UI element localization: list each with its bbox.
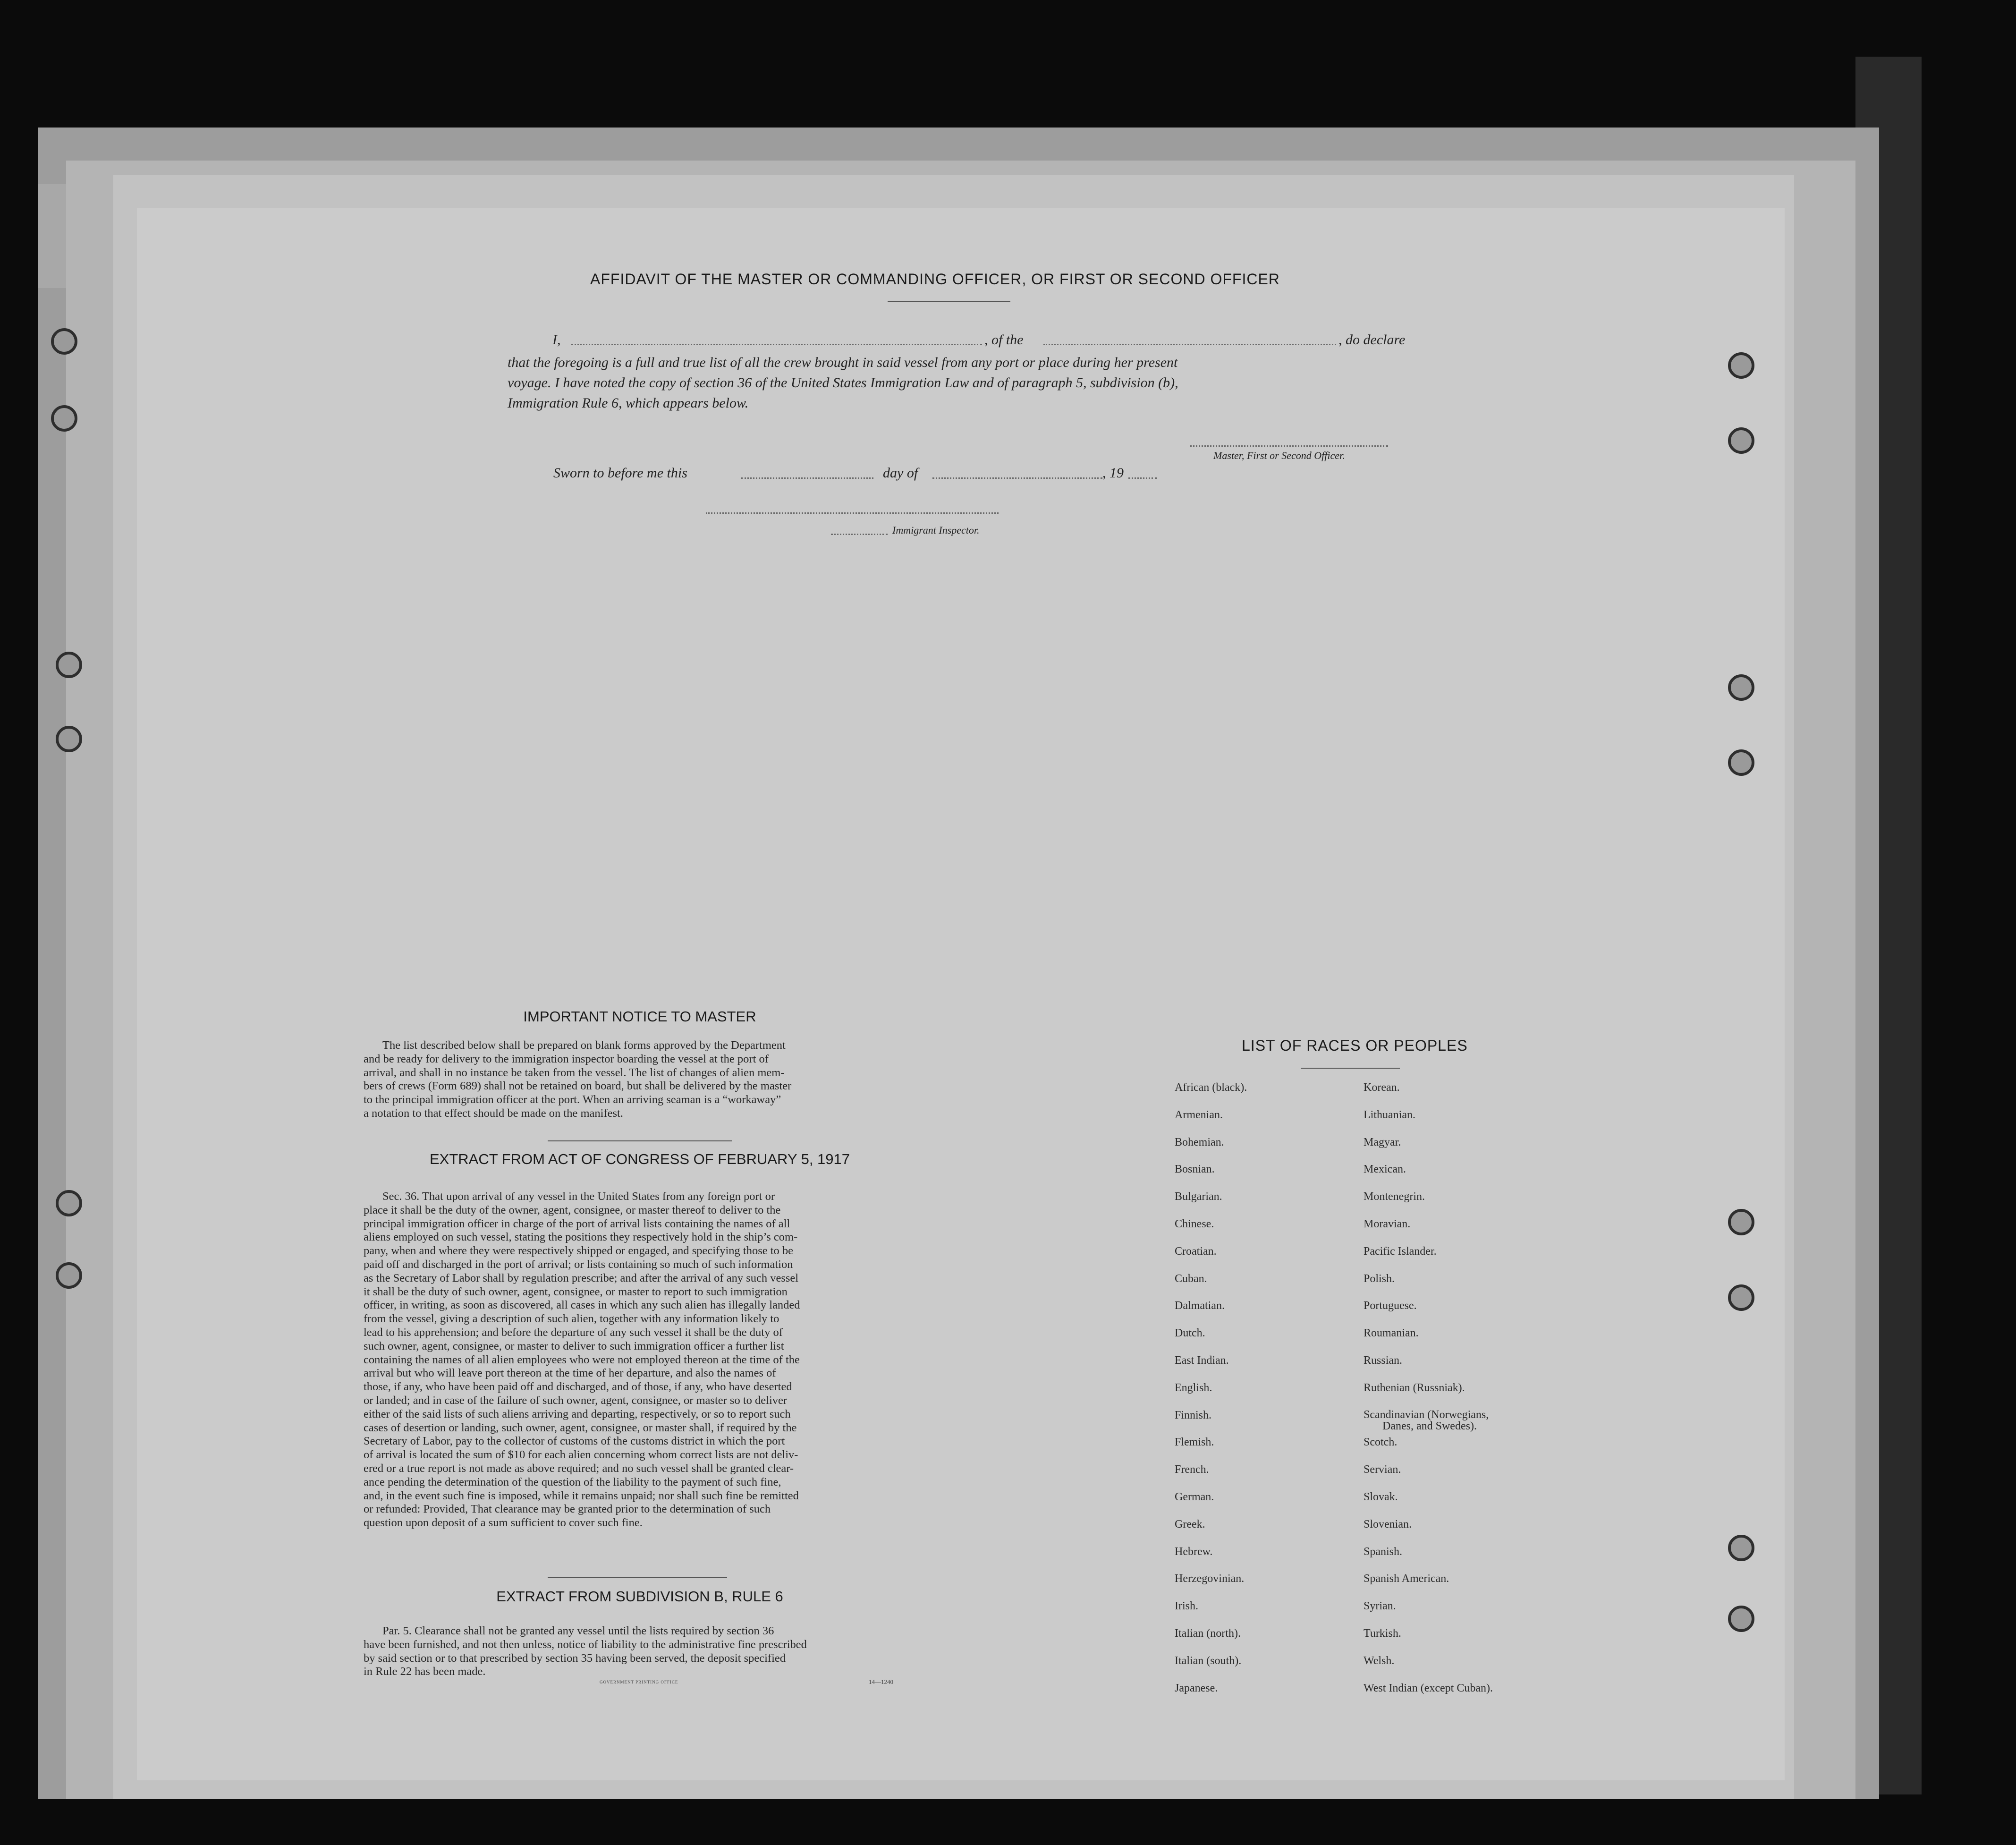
race-item: Servian. xyxy=(1364,1463,1401,1476)
race-item: Hebrew. xyxy=(1175,1545,1213,1558)
act-line: officer, in writing, as soon as discovered, all cases in which any such alien has illegally landed xyxy=(364,1299,800,1312)
race-item: Polish. xyxy=(1364,1272,1395,1285)
affidavit-body-line-2: that the foregoing is a full and true list of all the crew brought in said vessel from any port or place during her present xyxy=(508,355,1178,370)
act-line: ered or a true report is not made as above required; and no such vessel shall be granted clear- xyxy=(364,1462,794,1475)
race-item: Mexican. xyxy=(1364,1163,1406,1176)
race-item: Russian. xyxy=(1364,1354,1403,1367)
act-line: pany, when and where they were respectively shipped or engaged, and specifying those to be xyxy=(364,1244,794,1258)
race-item: Finnish. xyxy=(1175,1409,1212,1421)
race-item: West Indian (except Cuban). xyxy=(1364,1682,1493,1694)
notice-line: and be ready for delivery to the immigration inspector boarding the vessel at the port of xyxy=(364,1052,769,1065)
race-item: Bulgarian. xyxy=(1175,1190,1222,1203)
affidavit-of-the: , of the xyxy=(984,332,1024,348)
race-item: Lithuanian. xyxy=(1364,1108,1415,1121)
master-name-blank[interactable] xyxy=(571,344,982,345)
race-item: Spanish. xyxy=(1364,1545,1403,1558)
race-item: Magyar. xyxy=(1364,1136,1401,1148)
rule-body xyxy=(364,1624,916,1679)
act-line: place it shall be the duty of the owner, agent, consignee, or master thereof to deliver to the xyxy=(364,1203,781,1216)
inspector-name-blank[interactable] xyxy=(831,534,888,535)
sworn-year: , 19 xyxy=(1102,465,1124,481)
act-body xyxy=(364,1190,916,1530)
affidavit-i: I, xyxy=(552,332,561,348)
act-line: of arrival is located the sum of $10 for each alien concerning whom correct lists are not deliv- xyxy=(364,1448,798,1462)
race-item: Greek. xyxy=(1175,1518,1205,1530)
notice-title: IMPORTANT NOTICE TO MASTER xyxy=(523,1008,756,1025)
race-item: Dutch. xyxy=(1175,1327,1205,1340)
act-line: from the vessel, giving a description of such alien, together with any information likely to xyxy=(364,1312,779,1326)
sworn-day-blank[interactable] xyxy=(741,477,873,479)
act-line: principal immigration officer in charge of the port of arrival lists containing the names of all xyxy=(364,1217,790,1230)
race-item: Korean. xyxy=(1364,1081,1400,1094)
race-item: Bohemian. xyxy=(1175,1136,1224,1148)
binder-hole xyxy=(1728,1209,1754,1235)
title-rule xyxy=(888,301,1010,302)
binder-hole xyxy=(56,652,82,678)
sworn-day-of: day of xyxy=(883,465,918,481)
race-item: Italian (north). xyxy=(1175,1627,1241,1640)
rule-line: have been furnished, and not then unless, notice of liability to the administrative fine prescribed xyxy=(364,1638,807,1651)
act-line: aliens employed on such vessel, stating the positions they respectively hold in the ship’s com- xyxy=(364,1231,798,1244)
race-item: Portuguese. xyxy=(1364,1300,1417,1312)
act-line: and, in the event such fine is imposed, while it remains unpaid; nor shall such fine be remitted xyxy=(364,1489,799,1502)
act-line: paid off and discharged in the port of arrival; or lists containing so much of such information xyxy=(364,1258,793,1271)
race-item: Bosnian. xyxy=(1175,1163,1215,1176)
act-line: such owner, agent, consignee, or master to deliver to such immigration officer a further list xyxy=(364,1339,784,1352)
notice-line: bers of crews (Form 689) shall not be retained on board, but shall be delivered by the master xyxy=(364,1080,792,1093)
notice-line: arrival, and shall in no instance be taken from the vessel. The list of changes of alien mem- xyxy=(364,1066,785,1079)
notice-line: to the principal immigration officer at the port. When an arriving seaman is a “workaway” xyxy=(364,1093,781,1106)
act-line: arrival but who will leave port thereon at the time of her departure, and also the names of xyxy=(364,1367,776,1380)
binder-hole xyxy=(1728,749,1754,776)
race-item: Moravian. xyxy=(1364,1217,1411,1230)
act-line: either of the said lists of such aliens arriving and departing, respectively, or so to report such xyxy=(364,1407,791,1420)
sworn-year-blank[interactable] xyxy=(1128,477,1157,479)
race-item: Roumanian. xyxy=(1364,1327,1419,1340)
rule-line: by said section or to that prescribed by section 35 having been served, the deposit specified xyxy=(364,1651,786,1665)
vessel-name-blank[interactable] xyxy=(1043,344,1336,345)
race-item: Armenian. xyxy=(1175,1108,1223,1121)
act-line: or refunded: Provided, That clearance may be granted prior to the determination of such xyxy=(364,1503,771,1516)
binder-hole xyxy=(56,726,82,752)
act-line: question upon deposit of a sum sufficient to cover such fine. xyxy=(364,1516,643,1530)
binder-hole xyxy=(1728,427,1754,454)
races-right-column xyxy=(1364,1081,1493,1709)
race-item: English. xyxy=(1175,1381,1212,1394)
rule-title: EXTRACT FROM SUBDIVISION B, RULE 6 xyxy=(496,1588,783,1605)
affidavit-body-line-4: Immigration Rule 6, which appears below. xyxy=(508,395,749,411)
inspector-label: Immigrant Inspector. xyxy=(892,524,980,536)
act-line: those, if any, who have been paid off and discharged, and of those, if any, who have deserted xyxy=(364,1380,792,1394)
race-item: East Indian. xyxy=(1175,1354,1229,1367)
race-item: Montenegrin. xyxy=(1364,1190,1425,1203)
binder-hole xyxy=(56,1190,82,1216)
rule-line: Par. 5. Clearance shall not be granted any vessel until the lists required by section 36 xyxy=(382,1624,774,1637)
races-title: LIST OF RACES OR PEOPLES xyxy=(1242,1037,1468,1054)
affidavit-title: AFFIDAVIT OF THE MASTER OR COMMANDING OFFICER, OR FIRST OR SECOND OFFICER xyxy=(590,271,1280,288)
binder-hole xyxy=(1728,1284,1754,1311)
printer-mark: GOVERNMENT PRINTING OFFICE xyxy=(600,1680,678,1684)
act-line: lead to his apprehension; and before the departure of any such vessel it shall be the duty of xyxy=(364,1326,783,1339)
act-title: EXTRACT FROM ACT OF CONGRESS OF FEBRUARY 5, 1917 xyxy=(429,1151,850,1167)
race-item: Slovenian. xyxy=(1364,1518,1412,1530)
race-item: Welsh. xyxy=(1364,1654,1395,1667)
race-item: Flemish. xyxy=(1175,1436,1214,1449)
race-item: Irish. xyxy=(1175,1600,1198,1613)
sworn-prefix: Sworn to before me this xyxy=(553,465,687,481)
binder-hole xyxy=(1728,674,1754,701)
act-line: cases of desertion or landing, such owner, agent, consignee, or master shall, if required by the xyxy=(364,1421,797,1434)
race-item: Spanish American. xyxy=(1364,1573,1449,1585)
race-item-line: Danes, and Swedes). xyxy=(1382,1420,1477,1432)
race-item-line: Scandinavian (Norwegians, xyxy=(1364,1408,1489,1421)
binder-hole xyxy=(1728,1606,1754,1632)
notice-line: a notation to that effect should be made on the manifest. xyxy=(364,1106,623,1120)
race-item: Scotch. xyxy=(1364,1436,1398,1449)
binder-hole xyxy=(56,1262,82,1289)
race-item: Chinese. xyxy=(1175,1217,1214,1230)
races-left-column xyxy=(1175,1081,1247,1709)
race-item: Italian (south). xyxy=(1175,1654,1242,1667)
race-item: Japanese. xyxy=(1175,1682,1218,1694)
binder-hole xyxy=(1728,352,1754,379)
affidavit-body-line-3: voyage. I have noted the copy of section 36 of the United States Immigration Law and of paragraph 5, subdivision (b), xyxy=(508,375,1178,391)
binder-hole xyxy=(51,405,77,432)
binder-hole xyxy=(1728,1535,1754,1561)
rule-line: in Rule 22 has been made. xyxy=(364,1665,486,1678)
inspector-signature-blank[interactable] xyxy=(706,512,999,514)
act-line: Secretary of Labor, pay to the collector of customs of the customs district in which the port xyxy=(364,1435,785,1448)
race-item: Slovak. xyxy=(1364,1490,1398,1503)
race-item: Croatian. xyxy=(1175,1245,1217,1258)
form-number: 14—1240 xyxy=(869,1678,893,1685)
race-item: African (black). xyxy=(1175,1081,1247,1094)
race-item: German. xyxy=(1175,1490,1214,1503)
race-item: Pacific Islander. xyxy=(1364,1245,1437,1258)
signature-label: Master, First or Second Officer. xyxy=(1213,450,1345,461)
notice-line: The list described below shall be prepared on blank forms approved by the Department xyxy=(382,1039,786,1052)
signature-blank[interactable] xyxy=(1190,445,1388,447)
binder-hole xyxy=(51,328,77,355)
race-item-scandinavian xyxy=(1364,1409,1493,1437)
race-item: Turkish. xyxy=(1364,1627,1401,1640)
notice-rule xyxy=(548,1140,732,1141)
affidavit-page xyxy=(137,208,1785,1780)
act-line: containing the names of all alien employees who were not employed thereon at the time of the xyxy=(364,1353,800,1366)
race-item: Herzegovinian. xyxy=(1175,1573,1245,1585)
race-item: Cuban. xyxy=(1175,1272,1207,1285)
act-line: ance pending the determination of the question of the liability to the payment of such fine, xyxy=(364,1475,781,1488)
act-line: or landed; and in case of the failure of such owner, agent, consignee, or master so to deliver xyxy=(364,1394,788,1407)
races-rule xyxy=(1301,1068,1400,1069)
affidavit-declare: , do declare xyxy=(1338,332,1406,348)
act-line: Sec. 36. That upon arrival of any vessel in the United States from any foreign port or xyxy=(382,1190,775,1203)
race-item: Ruthenian (Russniak). xyxy=(1364,1381,1465,1394)
sworn-month-blank[interactable] xyxy=(932,477,1102,479)
race-item: Dalmatian. xyxy=(1175,1300,1225,1312)
act-line: as the Secretary of Labor shall by regulation prescribe; and after the arrival of any such vessel xyxy=(364,1271,799,1284)
notice-body xyxy=(364,1039,916,1121)
act-rule xyxy=(548,1577,727,1578)
race-item: Syrian. xyxy=(1364,1600,1396,1613)
race-item: French. xyxy=(1175,1463,1209,1476)
act-line: it shall be the duty of such owner, agent, consignee, or master to report to such immigration xyxy=(364,1285,788,1298)
